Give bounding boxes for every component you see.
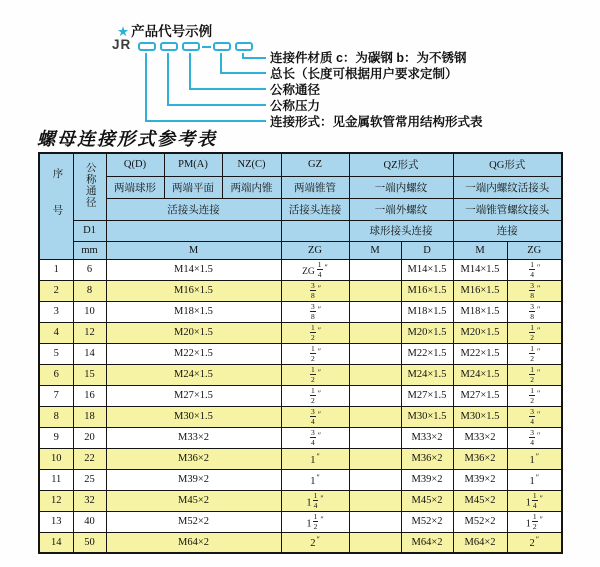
header-unit: mm bbox=[73, 241, 106, 259]
header-desc-nzc: 两端内锥 bbox=[222, 176, 281, 198]
header-group-qz: QZ形式 bbox=[349, 153, 453, 176]
table-row bbox=[39, 343, 562, 364]
qg-zg-cell: 1 $\frac{1}{4}$ ″ bbox=[507, 490, 562, 511]
dn-cell: 20 bbox=[73, 427, 106, 448]
gz-thread-cell: 1″ bbox=[281, 448, 349, 469]
diagram-heading-text: 产品代号示例 bbox=[131, 24, 213, 39]
m-thread-cell: M20×1.5 bbox=[106, 322, 281, 343]
header-d1: D1 bbox=[73, 220, 106, 241]
qg-zg-cell: $\frac{3}{4}$ ″ bbox=[507, 427, 562, 448]
dn-cell: 50 bbox=[73, 532, 106, 553]
table-row bbox=[39, 406, 562, 427]
m-thread-cell: M30×1.5 bbox=[106, 406, 281, 427]
table-row bbox=[39, 301, 562, 322]
dn-cell: 12 bbox=[73, 322, 106, 343]
m-thread-cell: M52×2 bbox=[106, 511, 281, 532]
header-qz-d: D bbox=[401, 241, 453, 259]
seq-cell: 3 bbox=[39, 301, 73, 322]
header-conn-union: 活接头连接 bbox=[106, 198, 281, 220]
header-empty-left bbox=[106, 220, 281, 241]
gz-thread-cell: 1 $\frac{1}{2}$ ″ bbox=[281, 511, 349, 532]
qz-m-cell bbox=[349, 406, 401, 427]
qz-d-cell: M14×1.5 bbox=[401, 259, 453, 280]
header-qg-zg: ZG bbox=[507, 241, 562, 259]
header-connect: 连接 bbox=[453, 220, 562, 241]
qz-d-cell: M22×1.5 bbox=[401, 343, 453, 364]
seq-cell: 12 bbox=[39, 490, 73, 511]
qg-m-cell: M22×1.5 bbox=[453, 343, 507, 364]
qg-m-cell: M14×1.5 bbox=[453, 259, 507, 280]
table-row bbox=[39, 280, 562, 301]
diagram-heading bbox=[117, 20, 212, 40]
qz-m-cell bbox=[349, 490, 401, 511]
qz-m-cell bbox=[349, 511, 401, 532]
label-length: 总长（长度可根据用户要求定制） bbox=[270, 67, 458, 81]
header-group-qg: QG形式 bbox=[453, 153, 562, 176]
m-thread-cell: M39×2 bbox=[106, 469, 281, 490]
qz-d-cell: M27×1.5 bbox=[401, 385, 453, 406]
m-thread-cell: M24×1.5 bbox=[106, 364, 281, 385]
qz-m-cell bbox=[349, 385, 401, 406]
m-thread-cell: M64×2 bbox=[106, 532, 281, 553]
qg-zg-cell: $\frac{1}{2}$ ″ bbox=[507, 364, 562, 385]
header-desc-gz: 两端锥管 bbox=[281, 176, 349, 198]
gz-thread-cell: 2″ bbox=[281, 532, 349, 553]
table-row bbox=[39, 490, 562, 511]
qg-zg-cell: 1 $\frac{1}{2}$ ″ bbox=[507, 511, 562, 532]
qz-d-cell: M20×1.5 bbox=[401, 322, 453, 343]
dn-cell: 8 bbox=[73, 280, 106, 301]
dn-cell: 40 bbox=[73, 511, 106, 532]
table-row bbox=[39, 364, 562, 385]
qg-zg-cell: $\frac{3}{8}$ ″ bbox=[507, 280, 562, 301]
gz-thread-cell: $\frac{1}{2}$ ″ bbox=[281, 322, 349, 343]
code-box-2 bbox=[160, 42, 178, 51]
table-row bbox=[39, 448, 562, 469]
diagram-labels bbox=[270, 50, 483, 130]
qz-m-cell bbox=[349, 280, 401, 301]
seq-cell: 10 bbox=[39, 448, 73, 469]
label-material: 连接件材质 c：为碳钢 b：为不锈钢 bbox=[270, 51, 467, 65]
qg-zg-cell: $\frac{3}{4}$ ″ bbox=[507, 406, 562, 427]
dn-cell: 18 bbox=[73, 406, 106, 427]
m-thread-cell: M33×2 bbox=[106, 427, 281, 448]
gz-thread-cell: $\frac{1}{2}$ ″ bbox=[281, 364, 349, 385]
seq-cell: 5 bbox=[39, 343, 73, 364]
header-qz-m: M bbox=[349, 241, 401, 259]
label-pressure: 公称压力 bbox=[270, 99, 321, 113]
qz-d-cell: M33×2 bbox=[401, 427, 453, 448]
qz-m-cell bbox=[349, 427, 401, 448]
header-thread-m: M bbox=[106, 241, 281, 259]
qg-m-cell: M16×1.5 bbox=[453, 280, 507, 301]
qg-m-cell: M45×2 bbox=[453, 490, 507, 511]
qz-d-cell: M39×2 bbox=[401, 469, 453, 490]
m-thread-cell: M27×1.5 bbox=[106, 385, 281, 406]
gz-thread-cell: $\frac{1}{2}$ ″ bbox=[281, 343, 349, 364]
seq-cell: 7 bbox=[39, 385, 73, 406]
seq-cell: 14 bbox=[39, 532, 73, 553]
header-qg-m: M bbox=[453, 241, 507, 259]
nut-connection-table bbox=[38, 152, 563, 554]
table-title: 螺母连接形式参考表 bbox=[37, 129, 217, 150]
header-desc-qd: 两端球形 bbox=[106, 176, 164, 198]
seq-cell: 4 bbox=[39, 322, 73, 343]
header-group-nzc: NZ(C) bbox=[222, 153, 281, 176]
table-row bbox=[39, 385, 562, 406]
code-box-3 bbox=[182, 42, 200, 51]
table-row bbox=[39, 259, 562, 280]
gz-thread-cell: 1″ bbox=[281, 469, 349, 490]
dn-cell: 16 bbox=[73, 385, 106, 406]
m-thread-cell: M45×2 bbox=[106, 490, 281, 511]
gz-thread-cell: $\frac{3}{4}$ ″ bbox=[281, 427, 349, 448]
qz-d-cell: M36×2 bbox=[401, 448, 453, 469]
qz-d-cell: M52×2 bbox=[401, 511, 453, 532]
qz-m-cell bbox=[349, 469, 401, 490]
qg-m-cell: M36×2 bbox=[453, 448, 507, 469]
code-box-5 bbox=[235, 42, 253, 51]
seq-cell: 6 bbox=[39, 364, 73, 385]
table-row bbox=[39, 532, 562, 553]
qg-zg-cell: 1″ bbox=[507, 448, 562, 469]
header-desc-qg: 一端内螺纹活接头 bbox=[453, 176, 562, 198]
header-desc-pma: 两端平面 bbox=[164, 176, 222, 198]
dn-cell: 14 bbox=[73, 343, 106, 364]
header-empty-gz bbox=[281, 220, 349, 241]
qz-d-cell: M45×2 bbox=[401, 490, 453, 511]
dn-cell: 15 bbox=[73, 364, 106, 385]
qg-m-cell: M33×2 bbox=[453, 427, 507, 448]
header-thread-zg: ZG bbox=[281, 241, 349, 259]
seq-cell: 11 bbox=[39, 469, 73, 490]
header-desc-qz: 一端内螺纹 bbox=[349, 176, 453, 198]
code-box-4 bbox=[213, 42, 231, 51]
qz-m-cell bbox=[349, 301, 401, 322]
gz-thread-cell: $\frac{3}{4}$ ″ bbox=[281, 406, 349, 427]
header-group-pma: PM(A) bbox=[164, 153, 222, 176]
qz-d-cell: M30×1.5 bbox=[401, 406, 453, 427]
header-conn-qg: 一端锥管螺纹接头 bbox=[453, 198, 562, 220]
qg-zg-cell: 2″ bbox=[507, 532, 562, 553]
header-conn-qz: 一端外螺纹 bbox=[349, 198, 453, 220]
dn-cell: 32 bbox=[73, 490, 106, 511]
gz-thread-cell: ZG $\frac{1}{4}$ ″ bbox=[281, 259, 349, 280]
code-box-1 bbox=[138, 42, 156, 51]
seq-cell: 9 bbox=[39, 427, 73, 448]
gz-thread-cell: 1 $\frac{1}{4}$ ″ bbox=[281, 490, 349, 511]
qg-zg-cell: $\frac{1}{2}$ ″ bbox=[507, 322, 562, 343]
qg-m-cell: M18×1.5 bbox=[453, 301, 507, 322]
qz-d-cell: M24×1.5 bbox=[401, 364, 453, 385]
dn-cell: 22 bbox=[73, 448, 106, 469]
qg-m-cell: M24×1.5 bbox=[453, 364, 507, 385]
table-body bbox=[39, 259, 562, 553]
qz-m-cell bbox=[349, 259, 401, 280]
label-diameter: 公称通径 bbox=[270, 83, 321, 97]
header-group-qd: Q(D) bbox=[106, 153, 164, 176]
qz-m-cell bbox=[349, 322, 401, 343]
code-dash bbox=[202, 46, 211, 48]
table-row bbox=[39, 427, 562, 448]
qz-m-cell bbox=[349, 532, 401, 553]
header-seq: 序号 bbox=[39, 153, 73, 259]
qz-d-cell: M16×1.5 bbox=[401, 280, 453, 301]
qz-m-cell bbox=[349, 364, 401, 385]
m-thread-cell: M18×1.5 bbox=[106, 301, 281, 322]
header-dn: 公称通径 bbox=[73, 153, 106, 220]
dn-cell: 10 bbox=[73, 301, 106, 322]
m-thread-cell: M16×1.5 bbox=[106, 280, 281, 301]
gz-thread-cell: $\frac{3}{8}$ ″ bbox=[281, 301, 349, 322]
qz-d-cell: M64×2 bbox=[401, 532, 453, 553]
qg-m-cell: M64×2 bbox=[453, 532, 507, 553]
seq-cell: 1 bbox=[39, 259, 73, 280]
seq-cell: 2 bbox=[39, 280, 73, 301]
gz-thread-cell: $\frac{3}{8}$ ″ bbox=[281, 280, 349, 301]
dn-cell: 6 bbox=[73, 259, 106, 280]
seq-cell: 8 bbox=[39, 406, 73, 427]
qg-zg-cell: $\frac{1}{4}$ ″ bbox=[507, 259, 562, 280]
m-thread-cell: M22×1.5 bbox=[106, 343, 281, 364]
qg-m-cell: M52×2 bbox=[453, 511, 507, 532]
qg-zg-cell: $\frac{3}{8}$ ″ bbox=[507, 301, 562, 322]
dn-cell: 25 bbox=[73, 469, 106, 490]
qz-m-cell bbox=[349, 448, 401, 469]
header-ball-joint: 球形接头连接 bbox=[349, 220, 453, 241]
header-group-gz: GZ bbox=[281, 153, 349, 176]
qg-zg-cell: 1″ bbox=[507, 469, 562, 490]
gz-thread-cell: $\frac{1}{2}$ ″ bbox=[281, 385, 349, 406]
seq-cell: 13 bbox=[39, 511, 73, 532]
m-thread-cell: M36×2 bbox=[106, 448, 281, 469]
qg-m-cell: M20×1.5 bbox=[453, 322, 507, 343]
table-row bbox=[39, 511, 562, 532]
qz-d-cell: M18×1.5 bbox=[401, 301, 453, 322]
connector-line-form bbox=[145, 53, 266, 122]
table-row bbox=[39, 322, 562, 343]
header-conn-gz: 活接头连接 bbox=[281, 198, 349, 220]
qg-m-cell: M27×1.5 bbox=[453, 385, 507, 406]
code-prefix: JR bbox=[112, 37, 132, 52]
qg-zg-cell: $\frac{1}{2}$ ″ bbox=[507, 385, 562, 406]
label-form: 连接形式：见金属软管常用结构形式表 bbox=[270, 115, 483, 129]
qg-zg-cell: $\frac{1}{2}$ ″ bbox=[507, 343, 562, 364]
star-icon: ★ bbox=[117, 24, 130, 39]
table-row bbox=[39, 469, 562, 490]
qz-m-cell bbox=[349, 343, 401, 364]
qg-m-cell: M39×2 bbox=[453, 469, 507, 490]
m-thread-cell: M14×1.5 bbox=[106, 259, 281, 280]
qg-m-cell: M30×1.5 bbox=[453, 406, 507, 427]
